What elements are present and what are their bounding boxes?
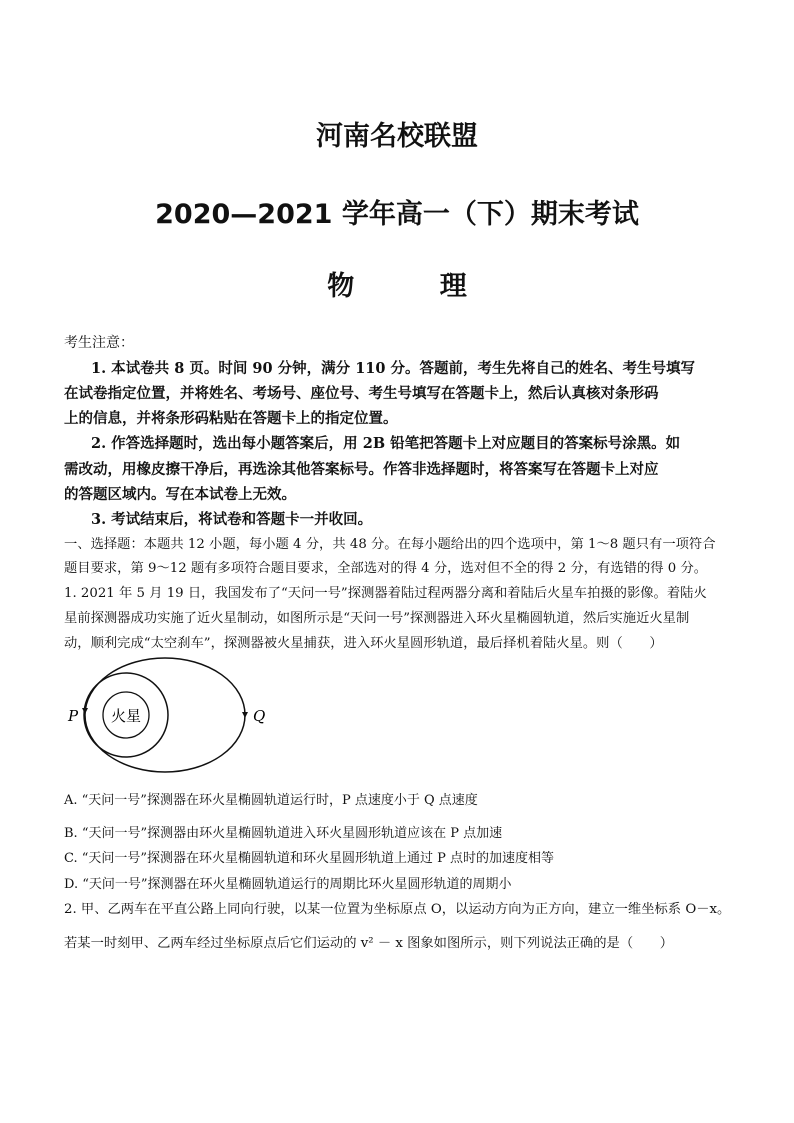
notice-line: 的答题区域内。写在本试卷上无效。 [64, 486, 296, 503]
q2-stem-line: 若某一时刻甲、乙两车经过坐标原点后它们运动的 v² － x 图象如图所示，则下列说法正确的是（ ） [64, 936, 674, 951]
q1-stem-line: 1. 2021 年 5 月 19 日，我国发布了“天问一号”探测器着陆过程两器分离和着陆后火星车拍摄的影像。着陆火 [64, 586, 707, 601]
notice-line: 上的信息，并将条形码粘贴在答题卡上的指定位置。 [64, 410, 398, 427]
q1-stem-line: 动，顺利完成“太空刹车”，探测器被火星捕获，进入环火星圆形轨道，最后择机着陆火星。则（ ） [64, 636, 663, 651]
section-line: 一、选择题：本题共 12 小题，每小题 4 分，共 48 分。在每小题给出的四个选项中，第 1～8 题只有一项符合 [64, 537, 716, 552]
q1-stem-line: 星前探测器成功实施了近火星制动，如图所示是“天问一号”探测器进入环火星椭圆轨道，然后实施近火星制 [64, 611, 690, 626]
section-line: 题目要求，第 9～12 题有多项符合题目要求，全部选对的得 4 分，选对但不全的得 2 分，有选错的得 0 分。 [64, 561, 708, 576]
orbit-arrow-p [82, 708, 88, 714]
orbit-arrow-q [242, 712, 248, 718]
q1-option-a: A. “天问一号”探测器在环火星椭圆轨道运行时，P 点速度小于 Q 点速度 [64, 793, 478, 808]
notice-line: 3. 考试结束后，将试卷和答题卡一并收回。 [91, 511, 373, 528]
exam-subject: 物 理 [327, 271, 505, 302]
notice-line: 1. 本试卷共 8 页。时间 90 分钟，满分 110 分。答题前，考生先将自己的姓名、考生号填写 [91, 360, 696, 377]
notice-line: 2. 作答选择题时，选出每小题答案后，用 2B 铅笔把答题卡上对应题目的答案标号涂黑。如 [91, 435, 681, 452]
q2-stem-line: 2. 甲、乙两车在平直公路上同向行驶，以某一位置为坐标原点 O，以运动方向为正方向，建立一维坐标系 O－x。 [64, 902, 731, 917]
elliptical-orbit [85, 658, 245, 772]
exam-subtitle: 2020—2021 学年高一（下）期末考试 [155, 199, 639, 230]
notice-line: 在试卷指定位置，并将姓名、考场号、座位号、考生号填写在答题卡上，然后认真核对条形码 [64, 385, 659, 402]
planet-label: 火星 [110, 707, 142, 725]
q1-option-b: B. “天问一号”探测器由环火星椭圆轨道进入环火星圆形轨道应该在 P 点加速 [64, 826, 503, 841]
notice-heading: 考生注意： [64, 335, 134, 351]
point-q-label: Q [253, 707, 266, 725]
orbit-figure [60, 652, 270, 782]
point-p-label: P [68, 707, 79, 725]
q1-option-c: C. “天问一号”探测器在环火星椭圆轨道和环火星圆形轨道上通过 P 点时的加速度相等 [64, 851, 555, 866]
notice-line: 需改动，用橡皮擦干净后，再选涂其他答案标号。作答非选择题时，将答案写在答题卡上对应 [64, 461, 659, 478]
q1-option-d: D. “天问一号”探测器在环火星椭圆轨道运行的周期比环火星圆形轨道的周期小 [64, 877, 512, 892]
exam-title: 河南名校联盟 [316, 121, 478, 152]
